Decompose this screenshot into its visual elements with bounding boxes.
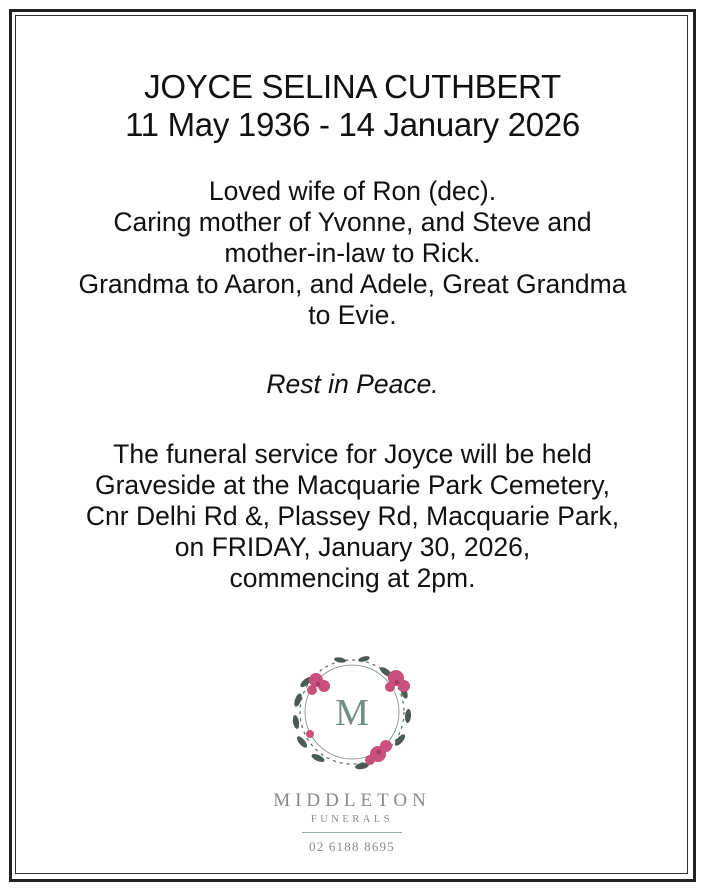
monogram: M bbox=[335, 692, 369, 734]
service-line: The funeral service for Joyce will be held bbox=[113, 439, 592, 469]
deceased-name: JOYCE SELINA CUTHBERT bbox=[144, 68, 561, 105]
funeral-home-name: MIDDLETON bbox=[273, 790, 431, 811]
service-line: on FRIDAY, January 30, 2026, bbox=[174, 532, 531, 562]
logo-divider bbox=[302, 832, 402, 833]
family-line: mother-in-law to Rick. bbox=[224, 238, 481, 268]
family-line: Grandma to Aaron, and Adele, Great Grandma bbox=[78, 269, 627, 299]
floral-wreath-icon bbox=[236, 642, 468, 790]
funeral-home-phone: 02 6188 8695 bbox=[309, 839, 395, 854]
service-paragraph bbox=[18, 439, 687, 594]
service-line: Cnr Delhi Rd &, Plassey Rd, Macquarie Park, bbox=[85, 501, 620, 531]
rest-in-peace: Rest in Peace. bbox=[266, 369, 439, 399]
family-line: Caring mother of Yvonne, and Steve and bbox=[113, 207, 592, 237]
funeral-home-logo bbox=[236, 642, 468, 870]
family-line: to Evie. bbox=[308, 300, 397, 330]
family-paragraph bbox=[18, 176, 687, 331]
service-line: Graveside at the Macquarie Park Cemetery, bbox=[94, 470, 610, 500]
service-line: commencing at 2pm. bbox=[229, 563, 476, 593]
funeral-home-subtitle: FUNERALS bbox=[310, 814, 394, 825]
life-dates: 11 May 1936 - 14 January 2026 bbox=[125, 106, 580, 143]
family-line: Loved wife of Ron (dec). bbox=[208, 176, 497, 206]
notice-content bbox=[18, 18, 687, 594]
